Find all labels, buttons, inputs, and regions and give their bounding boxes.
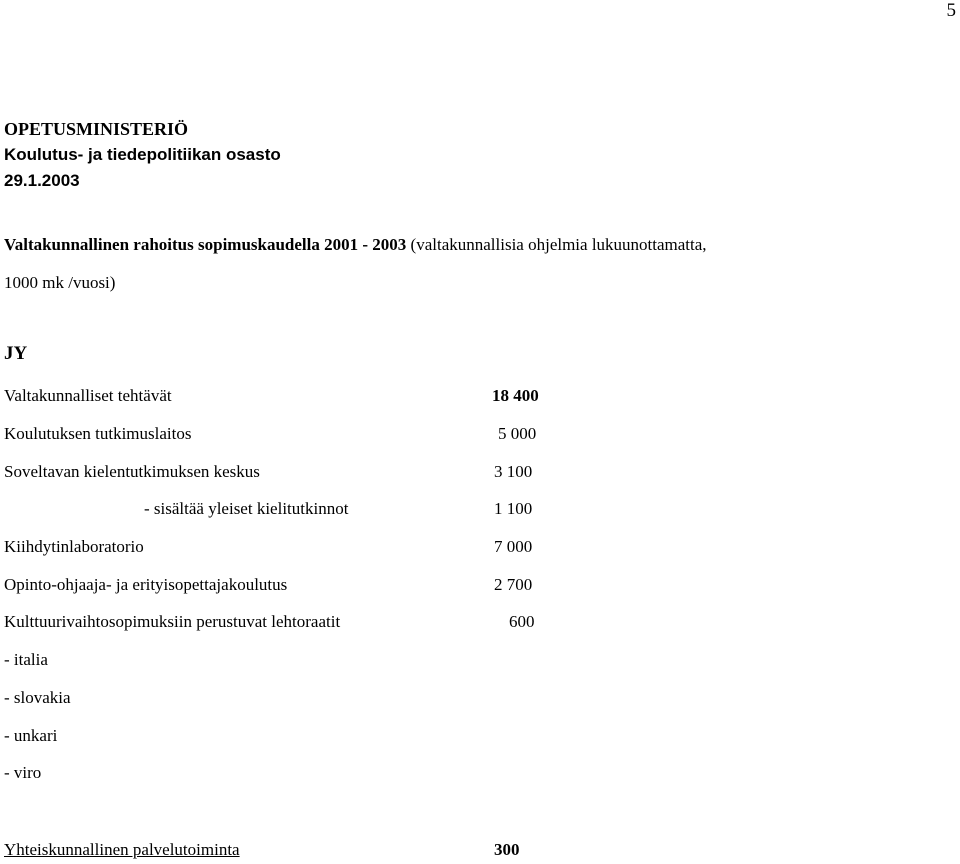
row-value: 5 000	[498, 424, 537, 443]
country-item: - slovakia	[4, 688, 71, 707]
country-item: - unkari	[4, 726, 58, 745]
funding-row	[4, 424, 564, 448]
document-header	[4, 116, 281, 194]
department-name: Koulutus- ja tiedepolitiikan osasto	[4, 145, 281, 164]
funding-row	[4, 575, 564, 599]
row-label: Koulutuksen tutkimuslaitos	[4, 424, 192, 443]
page-number: 5	[946, 0, 956, 21]
total-label: Yhteiskunnallinen palvelutoiminta	[4, 840, 240, 859]
row-value: 18 400	[492, 386, 539, 405]
row-value: 600	[509, 612, 535, 631]
funding-subrow	[4, 499, 564, 523]
row-value: 7 000	[494, 537, 533, 556]
country-item: - viro	[4, 763, 42, 782]
row-label: Opinto-ohjaaja- ja erityisopettajakoulutus	[4, 575, 288, 594]
document-title	[4, 232, 954, 296]
country-item: - italia	[4, 650, 48, 669]
title-unit: 1000 mk /vuosi)	[4, 273, 116, 292]
funding-row	[4, 537, 564, 561]
row-label: Kiihdytinlaboratorio	[4, 537, 144, 556]
title-note: (valtakunnallisia ohjelmia lukuunottamatta,	[410, 235, 707, 254]
ministry-name: OPETUSMINISTERIÖ	[4, 119, 189, 139]
total-row	[4, 840, 564, 864]
section-label: JY	[4, 343, 28, 364]
total-value: 300	[494, 840, 520, 859]
row-value: 1 100	[494, 499, 533, 518]
funding-row	[4, 386, 564, 410]
row-label: Soveltavan kielentutkimuksen keskus	[4, 462, 260, 481]
document-date: 29.1.2003	[4, 171, 80, 190]
funding-row	[4, 462, 564, 486]
row-value: 2 700	[494, 575, 533, 594]
row-value: 3 100	[494, 462, 533, 481]
row-label: Valtakunnalliset tehtävät	[4, 386, 172, 405]
title-main: Valtakunnallinen rahoitus sopimuskaudella 2001 - 2003	[4, 235, 407, 254]
funding-row	[4, 612, 564, 636]
row-label: - sisältää yleiset kielitutkinnot	[144, 499, 349, 518]
row-label: Kulttuurivaihtosopimuksiin perustuvat lehtoraatit	[4, 612, 341, 631]
